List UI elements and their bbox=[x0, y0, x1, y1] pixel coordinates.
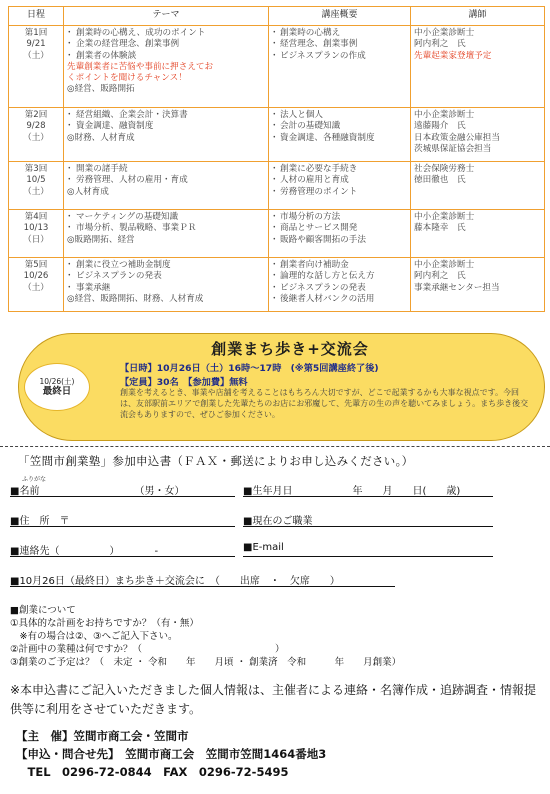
summary-item: ・ 創業時の心構え bbox=[272, 28, 407, 39]
summary-item: ・ 創業に必要な手続き bbox=[272, 164, 407, 175]
name-underline bbox=[10, 496, 235, 497]
startup-heading: ■創業について bbox=[10, 605, 76, 616]
event-datetime: 【日時】10月26日（土）16時～17時 (※第5回講座終了後) bbox=[120, 363, 379, 374]
lecturer-line: 日本政策金融公庫担当 bbox=[414, 132, 500, 143]
session-date bbox=[9, 108, 64, 162]
header-lecturer: 講師 bbox=[411, 7, 545, 26]
summary-item: ・ ビジネスプランの作成 bbox=[272, 51, 407, 62]
session-date bbox=[9, 210, 64, 258]
event-description: 創業を考えるとき、事業や店舗を考えることはもちろん大切ですが、どこで起業するかも大事な視点です。今回は、友部駅前エリアで創業した先輩たちのお店にお邪魔して、先輩方の生の声を聴いてみましょう。まち歩き後交流会もありますので、ぜひご参加ください。 bbox=[120, 388, 529, 420]
session-lecturer bbox=[411, 210, 545, 258]
lecturer-line: 阿内利之 氏 bbox=[414, 271, 466, 282]
theme-item: ・ マーケティングの基礎知識 bbox=[67, 212, 265, 223]
schedule-row bbox=[9, 26, 545, 108]
theme-item: ・ 労務管理、人材の雇用・育成 bbox=[67, 175, 265, 186]
lecturer-line: 中小企業診断士 bbox=[414, 28, 475, 38]
lecturer-line: 中小企業診断士 bbox=[414, 260, 475, 270]
session-summary bbox=[269, 162, 411, 210]
summary-item: ・ 経営理念、創業事例 bbox=[272, 39, 407, 50]
session-date-line: 9/28 bbox=[26, 121, 46, 132]
theme-item: ・ 企業の経営理念、創業事例 bbox=[67, 39, 265, 50]
email-field[interactable]: ■E-mail bbox=[243, 542, 284, 553]
schedule-header-row bbox=[9, 7, 545, 26]
session-date-line: （土） bbox=[23, 132, 49, 143]
event-title: 創業まち歩き+交流会 bbox=[211, 340, 369, 358]
final-day-date: 10/26(土) bbox=[39, 377, 75, 386]
attendance-underline bbox=[10, 586, 395, 587]
question-industry[interactable]: ②計画中の業種は何ですか？（ ） bbox=[10, 644, 285, 655]
session-theme bbox=[64, 258, 269, 312]
email-underline bbox=[243, 556, 493, 557]
lecturer-line: 遠藤陽介 氏 bbox=[414, 121, 466, 132]
header-date: 日程 bbox=[9, 7, 64, 26]
question-plan-note: ※有の場合は②、③へご記入下さい。 bbox=[10, 631, 178, 642]
session-date-line: 10/5 bbox=[26, 175, 46, 186]
lecturer-line: 事業承継センター担当 bbox=[414, 282, 500, 293]
theme-item: ・ 創業時の心構え、成功のポイント bbox=[67, 28, 265, 39]
lecturer-line: 中小企業診断士 bbox=[414, 212, 475, 222]
session-date-line: （土） bbox=[23, 186, 49, 197]
session-date-line: 10/26 bbox=[23, 271, 49, 282]
theme-item: ・ 資金調達、融資制度 bbox=[67, 121, 265, 132]
theme-item: 先輩創業者に苦悩や事前に押さえてお bbox=[67, 61, 214, 72]
occupation-field[interactable]: ■現在のご職業 bbox=[243, 516, 313, 527]
theme-item: ・ 創業者の体験談 bbox=[67, 51, 265, 62]
theme-item: ◎経営、販路開拓、財務、人材育成 bbox=[67, 293, 204, 304]
theme-item: ◎販路開拓、経営 bbox=[67, 234, 135, 245]
lecturer-line: 藤本隆幸 氏 bbox=[414, 223, 466, 234]
final-day-label: 最終日 bbox=[42, 386, 72, 397]
theme-item: ・ 創業に役立つ補助金制度 bbox=[67, 260, 265, 271]
session-theme bbox=[64, 108, 269, 162]
summary-item: ・ 資金調達、各種融資制度 bbox=[272, 133, 407, 144]
lecturer-line: 茨城県保証協会担当 bbox=[414, 143, 492, 154]
organizer: 【主 催】笠間市商工会・笠間市 bbox=[16, 729, 189, 743]
session-date-line: 第1回 bbox=[24, 28, 48, 38]
session-theme bbox=[64, 210, 269, 258]
theme-item: ・ 事業承継 bbox=[67, 283, 265, 294]
event-capacity: 【定員】30名 【参加費】無料 bbox=[120, 377, 248, 388]
schedule-row bbox=[9, 258, 545, 312]
theme-item: ・ 市場分析、製品戦略、事業ＰＲ bbox=[67, 223, 265, 234]
cut-line bbox=[0, 446, 550, 447]
inquiry-address: 【申込・問合せ先】 笠間市商工会 笠間市笠間1464番地3 bbox=[16, 747, 327, 761]
theme-item: ・ ビジネスプランの発表 bbox=[67, 271, 265, 282]
event-attendance-field[interactable]: ■10月26日（最終日）まち歩き＋交流会に （ 出席 ・ 欠席 ） bbox=[10, 576, 340, 587]
furigana-label: ふりがな bbox=[22, 476, 47, 483]
final-day-badge bbox=[24, 363, 90, 411]
summary-item: ・ 後継者人材バンクの活用 bbox=[272, 294, 407, 305]
theme-item: ◎人材育成 bbox=[67, 186, 109, 197]
header-theme: テーマ bbox=[64, 7, 269, 26]
session-date-line: 第4回 bbox=[24, 212, 48, 222]
theme-item: くポイントを聞けるチャンス！ bbox=[67, 73, 187, 84]
session-date-line: （土） bbox=[23, 50, 49, 61]
session-date-line: 10/13 bbox=[23, 223, 49, 234]
session-date-line: 第5回 bbox=[24, 260, 48, 270]
summary-item: ・ 法人と個人 bbox=[272, 110, 407, 121]
schedule-row bbox=[9, 210, 545, 258]
lecturer-line: 阿内利之 氏 bbox=[414, 39, 466, 50]
tel-fax: TEL 0296-72-0844 FAX 0296-72-5495 bbox=[16, 765, 289, 779]
summary-item: ・ ビジネスプランの発表 bbox=[272, 283, 407, 294]
summary-item: ・ 人材の雇用と育成 bbox=[272, 175, 407, 186]
session-date-line: （土） bbox=[23, 282, 49, 293]
address-field[interactable]: ■住 所 〒 bbox=[10, 516, 70, 527]
schedule-row bbox=[9, 108, 545, 162]
address-underline bbox=[10, 526, 235, 527]
theme-item: ・ 経営組織、企業会計・決算書 bbox=[67, 110, 265, 121]
birth-underline bbox=[243, 496, 493, 497]
summary-item: ・ 商品とサービス開発 bbox=[272, 223, 407, 234]
occupation-underline bbox=[243, 526, 493, 527]
header-summary: 講座概要 bbox=[269, 7, 411, 26]
session-date-line: 第2回 bbox=[24, 110, 48, 120]
question-plan[interactable]: ①具体的な計画をお持ちですか？（有・無） bbox=[10, 618, 199, 629]
theme-item: ◎財務、人材育成 bbox=[67, 132, 135, 143]
summary-item: ・ 論理的な話し方と伝え方 bbox=[272, 271, 407, 282]
summary-item: ・ 創業者向け補助金 bbox=[272, 260, 407, 271]
birth-field[interactable]: ■生年月日 年 月 日( 歳) bbox=[243, 486, 461, 497]
session-date-line: （日） bbox=[23, 234, 49, 245]
session-date bbox=[9, 162, 64, 210]
session-date-line: 9/21 bbox=[26, 39, 46, 50]
session-summary bbox=[269, 108, 411, 162]
summary-item: ・ 会計の基礎知識 bbox=[272, 121, 407, 132]
session-summary bbox=[269, 258, 411, 312]
session-theme bbox=[64, 162, 269, 210]
lecturer-line: 徳田徹也 氏 bbox=[414, 175, 466, 186]
session-date bbox=[9, 26, 64, 108]
session-summary bbox=[269, 26, 411, 108]
lecturer-line: 先輩起業家登壇予定 bbox=[414, 50, 492, 61]
summary-item: ・ 労務管理のポイント bbox=[272, 187, 407, 198]
form-title: 「笠間市創業塾」参加申込書（ＦＡＸ・郵送によりお申し込みください。） bbox=[18, 454, 414, 468]
lecturer-line: 中小企業診断士 bbox=[414, 110, 475, 120]
phone-underline bbox=[10, 556, 235, 557]
schedule-row bbox=[9, 162, 545, 210]
session-date-line: 第3回 bbox=[24, 164, 48, 174]
summary-item: ・ 販路や顧客開拓の手法 bbox=[272, 235, 407, 246]
session-theme bbox=[64, 26, 269, 108]
summary-item: ・ 市場分析の方法 bbox=[272, 212, 407, 223]
schedule-table bbox=[8, 6, 545, 312]
phone-field[interactable]: ■連絡先（ ） - bbox=[10, 546, 159, 557]
privacy-notice: ※本申込書にご記入いただきました個人情報は、主催者による連絡・名簿作成・追跡調査・情報提供等に利用をさせていただきます。 bbox=[10, 683, 537, 716]
name-field[interactable]: ■名前 （男・女） bbox=[10, 486, 185, 497]
question-schedule[interactable]: ③創業のご予定は？（ 未定 ・ 令和 年 月頃 ・ 創業済 令和 年 月創業） bbox=[10, 657, 402, 668]
session-lecturer bbox=[411, 258, 545, 312]
session-summary bbox=[269, 210, 411, 258]
session-lecturer bbox=[411, 162, 545, 210]
session-lecturer bbox=[411, 26, 545, 108]
session-date bbox=[9, 258, 64, 312]
lecturer-line: 社会保険労務士 bbox=[414, 164, 475, 174]
theme-item: ・ 開業の諸手続 bbox=[67, 164, 265, 175]
theme-item: ◎経営、販路開拓 bbox=[67, 84, 135, 95]
session-lecturer bbox=[411, 108, 545, 162]
